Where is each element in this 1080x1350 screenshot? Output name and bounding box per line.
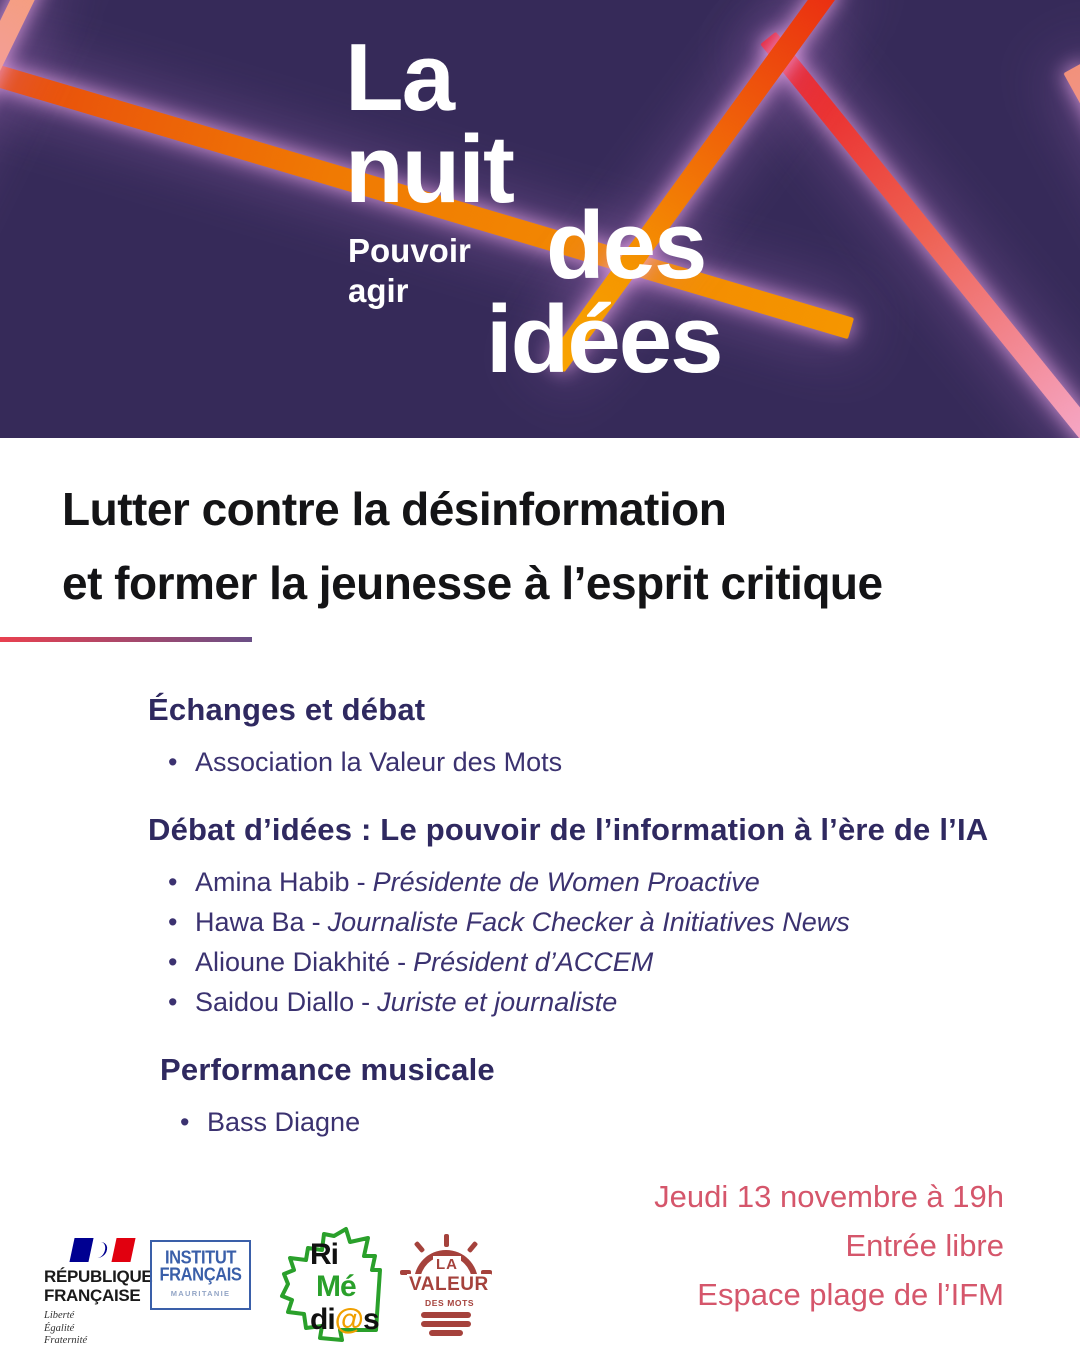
logo-word-la: La xyxy=(345,24,454,131)
list-item-text: Bass Diagne xyxy=(207,1107,361,1137)
rimedias-at-sign: @ xyxy=(334,1303,363,1336)
list-item xyxy=(148,942,1048,982)
if-mauritanie: MAURITANIE xyxy=(170,1289,231,1298)
speaker-name: Saidou Diallo xyxy=(195,987,355,1017)
page-title-line2: et former la jeunesse à l’esprit critique xyxy=(62,557,883,609)
separator: - xyxy=(356,867,366,897)
rf-motto xyxy=(44,1310,174,1348)
bulb-ray-icon xyxy=(467,1241,479,1253)
rimedias-di: di xyxy=(310,1303,335,1336)
section-echanges xyxy=(148,692,1048,782)
speaker-role: Président d’ACCEM xyxy=(413,947,654,977)
logo-tagline-pouvoir: Pouvoir xyxy=(348,232,471,269)
event-admission: Entrée libre xyxy=(845,1228,1004,1263)
laser-line-red xyxy=(760,32,1080,438)
bulb-base-stripe xyxy=(429,1330,463,1336)
laser-line-pink-left xyxy=(0,0,49,348)
if-line1: INSTITUT xyxy=(164,1247,237,1269)
event-info xyxy=(654,1172,1004,1319)
separator: - xyxy=(397,947,407,977)
list-item xyxy=(148,902,1048,942)
separator: - xyxy=(361,987,371,1017)
valeur-valeur: VALEUR xyxy=(409,1274,489,1295)
section-list xyxy=(160,1102,1048,1142)
speaker-name: Amina Habib xyxy=(195,867,350,897)
logo-word-idees: idées xyxy=(486,286,722,393)
logo-word-nuit: nuit xyxy=(345,116,513,223)
list-item xyxy=(160,1102,1048,1142)
laser-line-pink-right xyxy=(1063,63,1080,438)
bulb-ray-icon xyxy=(414,1241,426,1253)
rf-motto-fraternite: Fraternité xyxy=(44,1335,88,1346)
section-heading: Échanges et débat xyxy=(148,692,426,727)
rf-title-line2: FRANÇAISE xyxy=(44,1286,141,1305)
section-list xyxy=(148,742,1048,782)
event-date: Jeudi 13 novembre à 19h xyxy=(654,1179,1004,1214)
valeur-des-mots: DES MOTS xyxy=(425,1298,475,1308)
banner xyxy=(0,0,1080,438)
logo-institut-francais xyxy=(150,1240,251,1310)
flag-red-band xyxy=(111,1238,135,1262)
rimedias-dias xyxy=(310,1305,379,1335)
bulb-base-stripe xyxy=(421,1321,471,1327)
bulb-ray-icon xyxy=(444,1234,449,1247)
section-debat xyxy=(148,812,1048,1022)
program xyxy=(148,692,1048,1172)
gradient-divider xyxy=(0,637,252,642)
section-list xyxy=(148,862,1048,1022)
rf-title-line1: RÉPUBLIQUE xyxy=(44,1267,153,1286)
flag-blue-band xyxy=(69,1238,93,1262)
if-line2: FRANÇAIS xyxy=(159,1264,242,1285)
valeur-la: LA xyxy=(433,1256,461,1273)
section-performance xyxy=(160,1052,1048,1142)
section-heading: Performance musicale xyxy=(160,1052,495,1087)
list-item xyxy=(148,862,1048,902)
section-heading: Débat d’idées : Le pouvoir de l’information à l’ère de l’IA xyxy=(148,812,989,847)
marianne-profile-icon xyxy=(95,1242,108,1258)
rf-motto-egalite: Égalité xyxy=(44,1322,75,1334)
speaker-role: Présidente de Women Proactive xyxy=(372,867,760,897)
speaker-name: Alioune Diakhité xyxy=(195,947,391,977)
bulb-base-stripe xyxy=(421,1312,471,1318)
speaker-name: Hawa Ba xyxy=(195,907,305,937)
list-item xyxy=(148,982,1048,1022)
flag-white-band xyxy=(90,1238,114,1262)
logo-word-des: des xyxy=(546,192,706,299)
rimedias-s: s xyxy=(362,1303,379,1336)
list-item xyxy=(148,742,1048,782)
if-wordmark xyxy=(159,1247,242,1285)
rimedias-ri: Ri xyxy=(310,1238,338,1271)
event-location: Espace plage de l’IFM xyxy=(697,1277,1004,1312)
rf-motto-liberte: Liberté xyxy=(44,1310,75,1321)
logo-rimedias xyxy=(276,1226,388,1344)
speaker-role: Journaliste Fack Checker à Initiatives News xyxy=(327,907,850,937)
rimedias-me: Mé xyxy=(316,1270,356,1303)
page-title xyxy=(62,472,1022,620)
separator: - xyxy=(311,907,321,937)
list-item-text: Association la Valeur des Mots xyxy=(195,747,563,777)
page-title-line1: Lutter contre la désinformation xyxy=(62,483,727,535)
logo-tagline-agir: agir xyxy=(348,272,409,309)
speaker-role: Juriste et journaliste xyxy=(377,987,618,1017)
logo-la-valeur-des-mots xyxy=(400,1234,492,1336)
